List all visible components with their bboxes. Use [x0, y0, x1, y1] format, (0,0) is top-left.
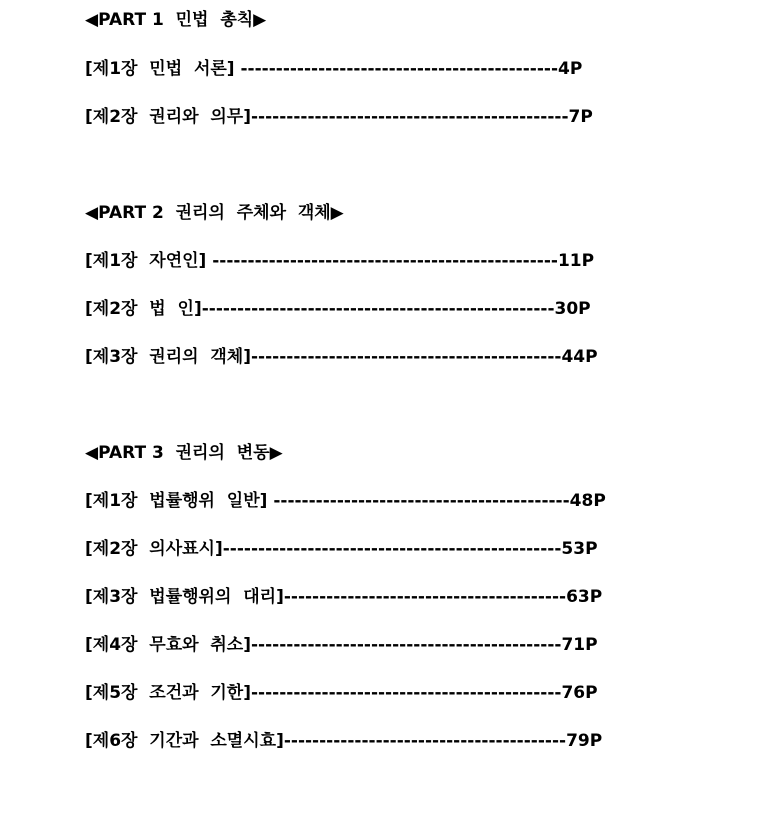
toc-entry-part2-ch2: [제2장 법 인]--------------------------------------------------30P — [85, 299, 591, 319]
toc-entry-part3-ch5: [제5장 조건과 기한]--------------------------------------------76P — [85, 683, 598, 703]
toc-entry-part2-ch1: [제1장 자연인] -------------------------------------------------11P — [85, 251, 595, 271]
part-2-heading: ◀PART 2 권리의 주체와 객체▶ — [85, 203, 344, 223]
toc-entry-part3-ch4: [제4장 무효와 취소]--------------------------------------------71P — [85, 635, 598, 655]
part-3-heading: ◀PART 3 권리의 변동▶ — [85, 443, 283, 463]
toc-entry-part2-ch3: [제3장 권리의 객체]--------------------------------------------44P — [85, 347, 598, 367]
toc-entry-part3-ch6: [제6장 기간과 소멸시효]----------------------------------------79P — [85, 731, 603, 751]
toc-entry-part3-ch2: [제2장 의사표시]------------------------------------------------53P — [85, 539, 598, 559]
toc-entry-part1-ch2: [제2장 권리와 의무]---------------------------------------------7P — [85, 107, 593, 127]
toc-entry-part1-ch1: [제1장 민법 서론] ---------------------------------------------4P — [85, 59, 583, 79]
toc-entry-part3-ch3: [제3장 법률행위의 대리]----------------------------------------63P — [85, 587, 603, 607]
toc-entry-part3-ch1: [제1장 법률행위 일반] ------------------------------------------48P — [85, 491, 606, 511]
part-1-heading: ◀PART 1 민법 총칙▶ — [85, 10, 267, 30]
